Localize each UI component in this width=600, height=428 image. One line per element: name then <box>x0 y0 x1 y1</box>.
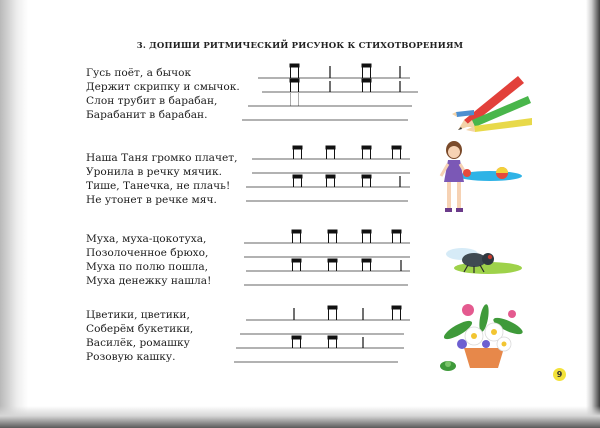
note-mark <box>290 64 299 78</box>
answer-lines <box>234 78 418 362</box>
rhythm-marks <box>290 64 401 348</box>
note-mark <box>292 230 301 243</box>
note-mark <box>290 79 299 92</box>
poem-line: Соберём букетики, <box>86 323 194 335</box>
poem-line: Позолоченное брюхо, <box>86 247 209 259</box>
flower-basket <box>464 348 504 368</box>
poem-line: Муха, муха-цокотуха, <box>86 233 207 245</box>
note-mark <box>292 259 301 271</box>
note-mark <box>362 259 371 271</box>
colored-pencils-picture <box>452 70 534 132</box>
girl-with-ball-picture <box>432 140 526 226</box>
note-mark <box>293 146 302 159</box>
note-mark <box>328 259 337 271</box>
poem-line: Наша Таня громко плачет, <box>86 152 238 164</box>
poem-line: Муха денежку нашла! <box>86 275 212 287</box>
note-mark-faint <box>291 93 299 106</box>
note-mark <box>328 230 337 243</box>
poem-line: Василёк, ромашку <box>86 337 190 349</box>
note-mark <box>362 79 371 92</box>
note-mark <box>328 306 337 320</box>
small-leaf <box>445 361 451 367</box>
note-mark <box>392 146 401 159</box>
note-mark <box>326 175 335 187</box>
poem-line: Слон трубит в барабан, <box>86 95 218 107</box>
poem-line: Розовую кашку. <box>86 351 176 363</box>
note-mark <box>328 336 337 348</box>
poem-line: Барабанит в барабан. <box>86 109 208 121</box>
pink-clover <box>462 304 516 318</box>
poem-line: Муха по полю пошла, <box>86 261 209 273</box>
note-mark <box>392 230 401 243</box>
poem-line: Уронила в речку мячик. <box>86 166 222 178</box>
poem-line: Держит скрипку и смычок. <box>86 81 240 93</box>
note-mark <box>362 146 371 159</box>
note-mark <box>392 306 401 320</box>
poem-line: Гусь поёт, а бычок <box>86 67 192 79</box>
girl <box>441 141 471 212</box>
note-mark <box>326 146 335 159</box>
note-mark <box>362 64 371 78</box>
flower-bouquet-picture <box>438 296 530 376</box>
fly-head <box>482 253 494 265</box>
page-number-badge: 9 <box>553 368 566 381</box>
exercise-title: 3. ДОПИШИ РИТМИЧЕСКИЙ РИСУНОК К СТИХОТВОРЕНИЯМ <box>136 41 464 51</box>
note-mark <box>362 175 371 187</box>
note-mark <box>292 336 301 348</box>
poem-line: Цветики, цветики, <box>86 309 190 321</box>
fly-picture <box>444 244 522 278</box>
ball-stripe <box>496 167 508 173</box>
fly-eye <box>488 255 492 259</box>
poem-line: Тише, Танечка, не плачь! <box>86 180 231 192</box>
note-mark <box>293 175 302 187</box>
note-mark <box>362 230 371 243</box>
poem-line: Не утонет в речке мяч. <box>86 194 217 206</box>
